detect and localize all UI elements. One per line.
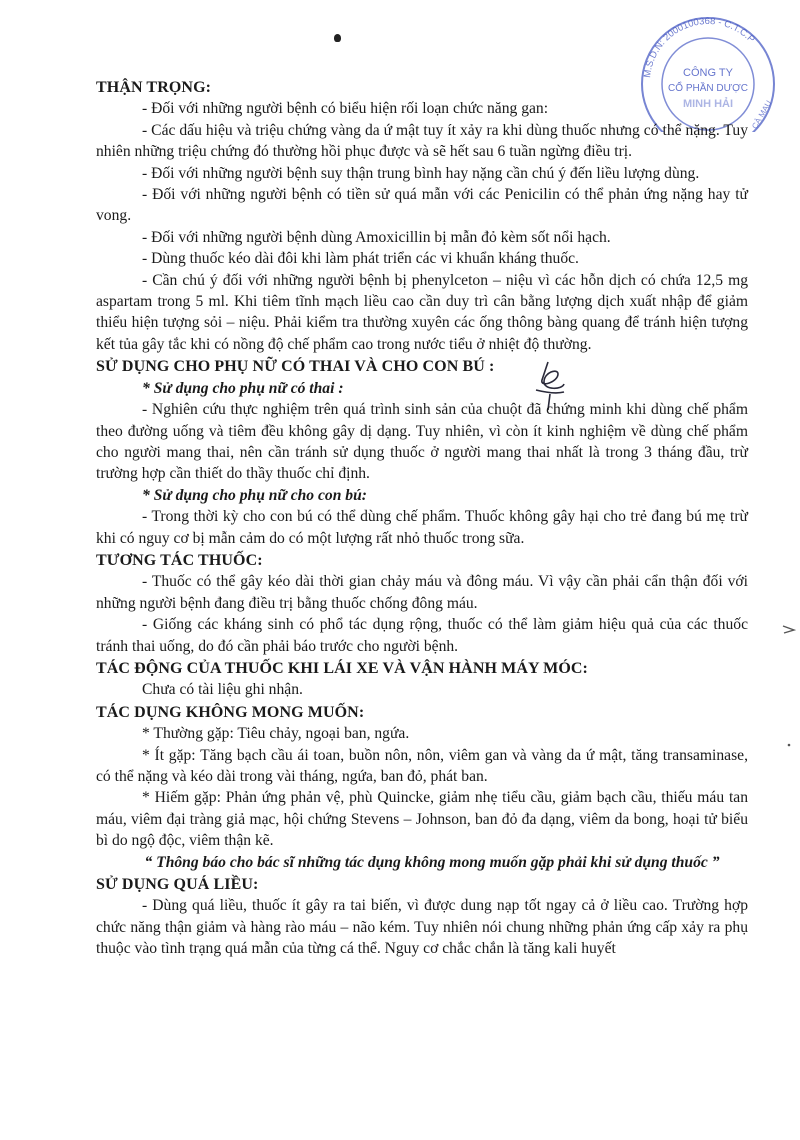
- precaution-item: - Dùng thuốc kéo dài đôi khi làm phát triển các vi khuẩn kháng thuốc.: [142, 250, 579, 268]
- section-heading-driving: TÁC ĐỘNG CỦA THUỐC KHI LÁI XE VÀ VẬN HÀNH MÁY MÓC:: [96, 659, 588, 677]
- precaution-item: - Đối với những người bệnh dùng Amoxicillin bị mẫn đỏ kèm sốt nổi hạch.: [142, 228, 611, 246]
- svg-text:CÔNG TY: CÔNG TY: [683, 67, 733, 79]
- precaution-item: - Đối với những người bệnh suy thận trung bình hay nặng cần chú ý đến liều lượng dùng.: [142, 164, 700, 182]
- doctor-notice: “ Thông báo cho bác sĩ những tác dụng không mong muốn gặp phải khi sử dụng thuốc ”: [144, 853, 720, 871]
- precaution-item: - Đối với những người bệnh có tiền sử quá mẫn với các Penicilin có thể phản ứng nặng hay tử vong.: [96, 186, 748, 225]
- overdose-paragraph: - Dùng quá liều, thuốc ít gây ra tai biến, vì được dung nạp tốt ngay cả ở liều cao. Trường hợp chức năng thận giảm và hàng rào máu – não kém. Tuy nhiên nói chung những phản ứng cấp xảy ra phụ thuộc vào tình trạng quá mẫn của từng cá thể. Nguy cơ chắc chắn là tăng kali huyết: [96, 897, 748, 958]
- scan-mark: [782, 740, 796, 750]
- subheading-pregnant: * Sử dụng cho phụ nữ có thai :: [142, 379, 344, 397]
- side-effect-item: * Thường gặp: Tiêu chảy, ngoại ban, ngứa.: [142, 725, 410, 743]
- side-effect-item: * Hiếm gặp: Phản ứng phản vệ, phù Quincke, giảm nhẹ tiểu cầu, giảm bạch cầu, thiếu máu tan máu, viêm đại tràng giả mạc, hội chứng Stevens – Johnson, ban đỏ đa dạng, viêm da bong, hoại tử biểu bì do ngộ độc, viêm thận kẽ.: [96, 789, 748, 850]
- scan-mark: [782, 624, 796, 634]
- section-heading-precautions: THẬN TRỌNG:: [96, 79, 212, 96]
- interaction-item: - Thuốc có thể gây kéo dài thời gian chảy máu và đông máu. Vì vậy cần phải cẩn thận đối với những người bệnh đang điều trị bằng thuốc chống đông máu.: [96, 573, 748, 612]
- precaution-item: - Đối với những người bệnh có biểu hiện rối loạn chức năng gan:: [142, 100, 549, 118]
- section-heading-overdose: SỬ DỤNG QUÁ LIỀU:: [96, 876, 259, 894]
- svg-text:M.S.D.N: 2000100368 - C.T.C.P: M.S.D.N: 2000100368 - C.T.C.P: [642, 15, 757, 79]
- precaution-item: - Các dấu hiệu và triệu chứng vàng da ứ mật tuy ít xảy ra khi dùng thuốc nhưng có thể nặng. Tuy nhiên những triệu chứng đó thường hồi phục được và sẽ hết sau 6 tuần ngừng điều trị.: [96, 121, 748, 161]
- precaution-item: - Cần chú ý đối với những người bệnh bị phenylceton – niệu vì các hỗn dịch có chứa 12,5 mg aspartam trong 5 ml. Khi tiêm tĩnh mạch liều cao cần duy trì cân bằng lượng dịch xuất nhập để giảm thiểu hiện tượng sỏi – niệu. Phải kiểm tra thường xuyên các ống thông bàng quang để tránh hiện tượng kết tủa gây tắc khi có nồng độ chế phẩm cao trong nước tiểu ở nhiệt độ thường.: [96, 271, 748, 353]
- section-heading-interactions: TƯƠNG TÁC THUỐC:: [96, 551, 263, 569]
- svg-text:CÀ MAU: CÀ MAU: [750, 99, 774, 131]
- subheading-breastfeeding: * Sử dụng cho phụ nữ cho con bú:: [142, 486, 367, 504]
- breastfeeding-paragraph: - Trong thời kỳ cho con bú có thể dùng chế phẩm. Thuốc không gây hại cho trẻ đang bú mẹ trừ khi có nguy cơ bị mẫn cảm do có một lượng rất nhỏ thuốc trong sữa.: [96, 508, 748, 547]
- side-effect-item: * Ít gặp: Tăng bạch cầu ái toan, buồn nôn, nôn, viêm gan và vàng da ứ mật, tăng transaminase, có thể nặng và kéo dài trong vài tháng, ngứa, ban đỏ, phát ban.: [96, 746, 748, 785]
- driving-paragraph: Chưa có tài liệu ghi nhận.: [142, 681, 303, 699]
- interaction-item: - Giống các kháng sinh có phổ tác dụng rộng, thuốc có thể làm giảm hiệu quả của các thuốc tránh thai uống, do đó cần phải báo trước cho người bệnh.: [96, 616, 748, 655]
- svg-text:MINH HẢI: MINH HẢI: [682, 98, 734, 110]
- pregnancy-paragraph: - Nghiên cứu thực nghiệm trên quá trình sinh sản của chuột đã chứng minh khi dùng chế phẩm theo đường uống và tiêm đều không gây dị dạng. Tuy nhiên, vì còn ít kinh nghiệm về dùng chế phẩm cho người mang thai, nên cần tránh sử dụng thuốc ở người mang thai nhất là trong 3 tháng đầu, trừ trường hợp cần thiết do thầy thuốc chỉ định.: [96, 401, 748, 483]
- svg-text:CỔ PHẦN DƯỢC: CỔ PHẦN DƯỢC: [668, 83, 748, 94]
- ink-dot-mark: [334, 34, 341, 42]
- section-heading-pregnancy: SỬ DỤNG CHO PHỤ NỮ CÓ THAI VÀ CHO CON BÚ :: [96, 358, 495, 376]
- document-body: [96, 76, 748, 960]
- section-heading-side-effects: TÁC DỤNG KHÔNG MONG MUỐN:: [96, 703, 365, 721]
